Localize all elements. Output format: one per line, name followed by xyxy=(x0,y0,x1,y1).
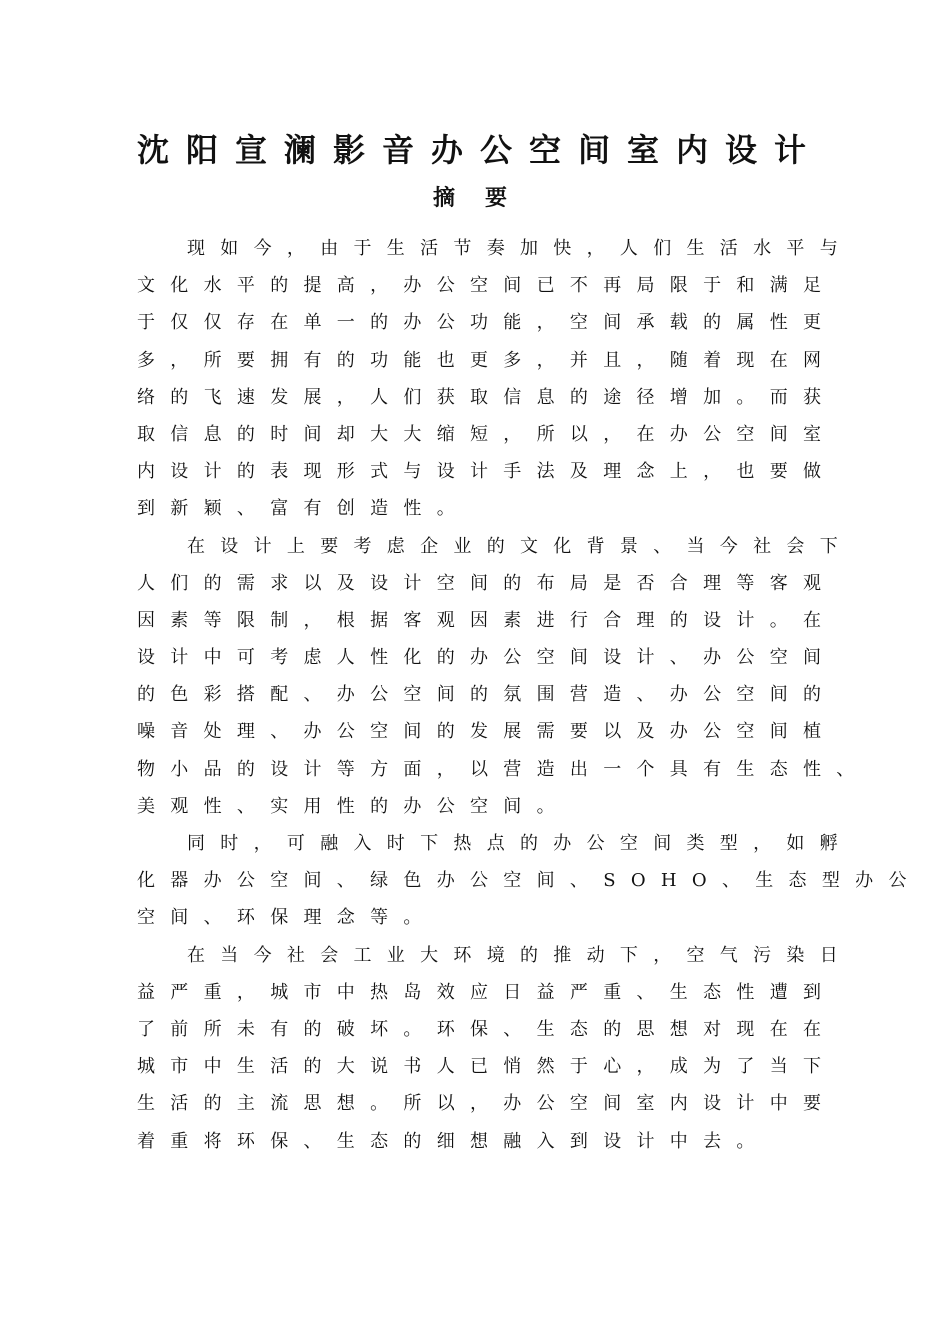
paragraph xyxy=(137,937,857,1160)
text-line: 络的飞速发展，人们获取信息的途径增加。而获 xyxy=(137,386,837,408)
text-line: 设计中可考虑人性化的办公空间设计、办公空间 xyxy=(137,647,837,669)
text-line: 在设计上要考虑企业的文化背景、当今社会下 xyxy=(187,535,853,557)
text-line: 空间、环保理念等。 xyxy=(137,907,437,929)
text-line: 人们的需求以及设计空间的布局是否合理等客观 xyxy=(137,572,837,594)
text-line: 了前所未有的破坏。环保、生态的思想对现在在 xyxy=(137,1018,837,1040)
text-line: 内设计的表现形式与设计手法及理念上，也要做 xyxy=(137,461,837,483)
abstract-body xyxy=(137,230,922,1160)
text-line: 到新颖、富有创造性。 xyxy=(137,498,470,520)
text-line: 城市中生活的大说书人已悄然于心，成为了当下 xyxy=(137,1056,837,1078)
paragraph xyxy=(137,230,857,528)
text-line: 文化水平的提高，办公空间已不再局限于和满足 xyxy=(137,275,837,297)
text-line: 同时，可融入时下热点的办公空间类型，如孵 xyxy=(187,833,853,854)
text-line: 益严重，城市中热岛效应日益严重、生态性遭到 xyxy=(137,981,837,1003)
text-line: 着重将环保、生态的细想融入到设计中去。 xyxy=(137,1130,770,1152)
abstract-heading: 摘要 xyxy=(432,185,537,211)
text-line: 美观性、实用性的办公空间。 xyxy=(137,795,570,817)
text-line: 物小品的设计等方面，以营造出一个具有生态性、 xyxy=(137,758,870,780)
text-line: 多，所要拥有的功能也更多，并且，随着现在网 xyxy=(137,349,837,371)
text-line: 因素等限制，根据客观因素进行合理的设计。在 xyxy=(137,609,837,631)
text-line: 生活的主流思想。所以，办公空间室内设计中要 xyxy=(137,1093,837,1115)
paragraph xyxy=(137,528,870,826)
text-line: 的色彩搭配、办公空间的氛围营造、办公空间的 xyxy=(137,684,837,706)
text-line: 取信息的时间却大大缩短，所以，在办公空间室 xyxy=(137,423,837,445)
document-title: 沈阳宣澜影音办公空间室内设计 xyxy=(136,131,823,169)
text-line: 现如今，由于生活节奏加快，人们生活水平与 xyxy=(187,238,853,259)
text-line: 化器办公空间、绿色办公空间、SOHO、生态型办公 xyxy=(137,870,922,892)
text-line: 噪音处理、办公空间的发展需要以及办公空间植 xyxy=(137,721,837,743)
paragraph xyxy=(137,825,922,937)
text-line: 于仅仅存在单一的办公功能，空间承载的属性更 xyxy=(137,312,837,334)
text-line: 在当今社会工业大环境的推动下，空气污染日 xyxy=(187,944,853,966)
